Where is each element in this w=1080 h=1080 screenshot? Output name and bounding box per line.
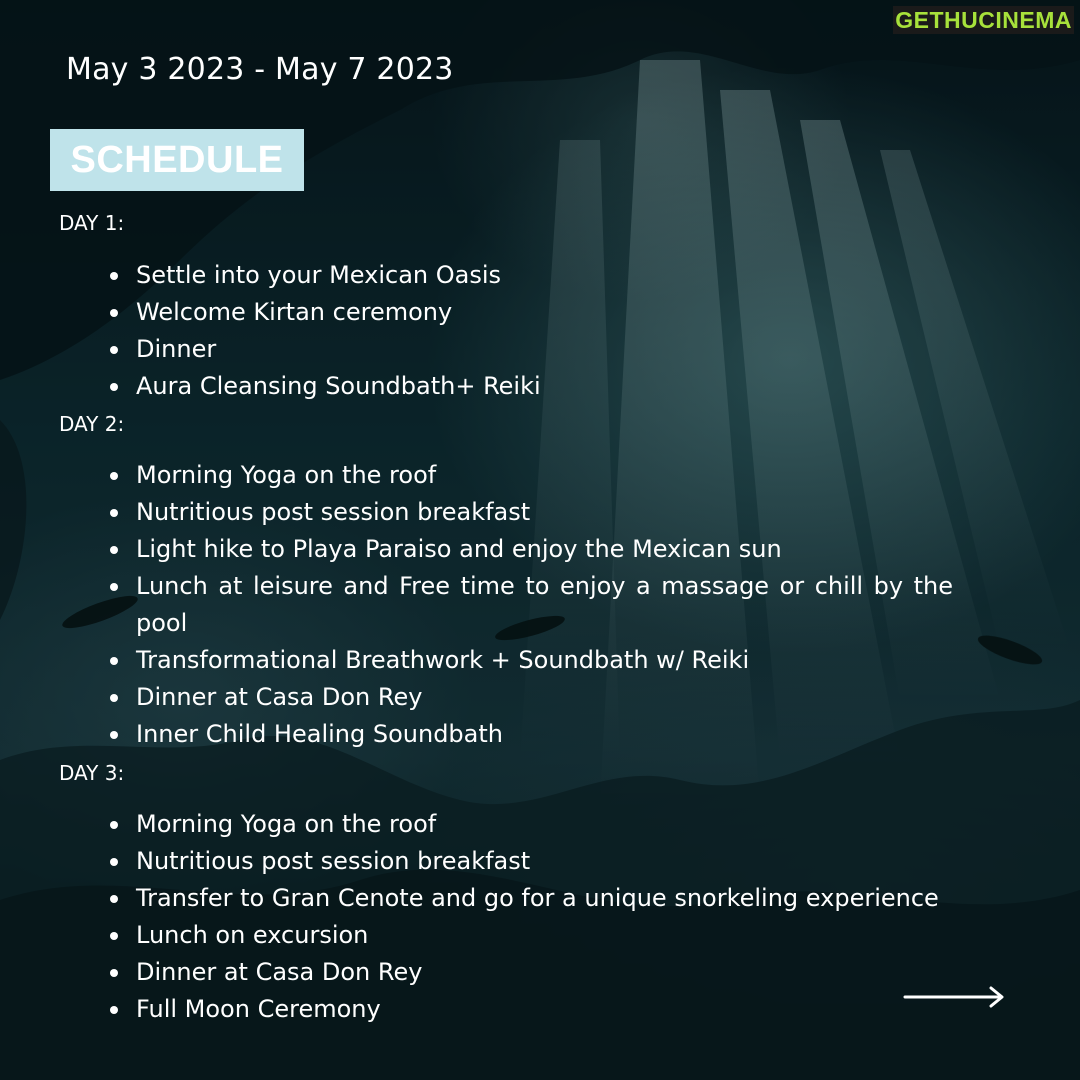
arrow-right-icon[interactable] (903, 985, 1007, 1009)
list-item: Dinner (110, 331, 953, 368)
day-2-list (110, 457, 953, 753)
schedule-badge (50, 129, 304, 191)
list-item: Nutritious post session breakfast (110, 494, 953, 531)
day-2-label: DAY 2: (59, 412, 125, 436)
list-item: Morning Yoga on the roof (110, 806, 953, 843)
day-1-list (110, 257, 953, 405)
list-item: Morning Yoga on the roof (110, 457, 953, 494)
list-item: Transfer to Gran Cenote and go for a unique snorkeling experience (110, 880, 953, 917)
list-item: Aura Cleansing Soundbath+ Reiki (110, 368, 953, 405)
list-item: Nutritious post session breakfast (110, 843, 953, 880)
list-item: Lunch at leisure and Free time to enjoy a massage or chill by the pool (110, 568, 953, 642)
logo-text-part2: CINEMA (978, 7, 1072, 33)
day-1-label: DAY 1: (59, 211, 125, 235)
list-item: Lunch on excursion (110, 917, 953, 954)
list-item: Dinner at Casa Don Rey (110, 954, 953, 991)
date-range: May 3 2023 - May 7 2023 (66, 52, 454, 87)
list-item: Dinner at Casa Don Rey (110, 679, 953, 716)
brand-logo (893, 6, 1074, 34)
list-item: Welcome Kirtan ceremony (110, 294, 953, 331)
list-item: Settle into your Mexican Oasis (110, 257, 953, 294)
list-item: Light hike to Playa Paraiso and enjoy the Mexican sun (110, 531, 953, 568)
schedule-badge-label: SCHEDULE (70, 138, 284, 181)
list-item: Inner Child Healing Soundbath (110, 716, 953, 753)
list-item: Full Moon Ceremony (110, 991, 953, 1028)
list-item: Transformational Breathwork + Soundbath w/ Reiki (110, 642, 953, 679)
day-3-list (110, 806, 953, 1028)
logo-text-part1: GETHU (895, 7, 979, 33)
day-3-label: DAY 3: (59, 761, 125, 785)
